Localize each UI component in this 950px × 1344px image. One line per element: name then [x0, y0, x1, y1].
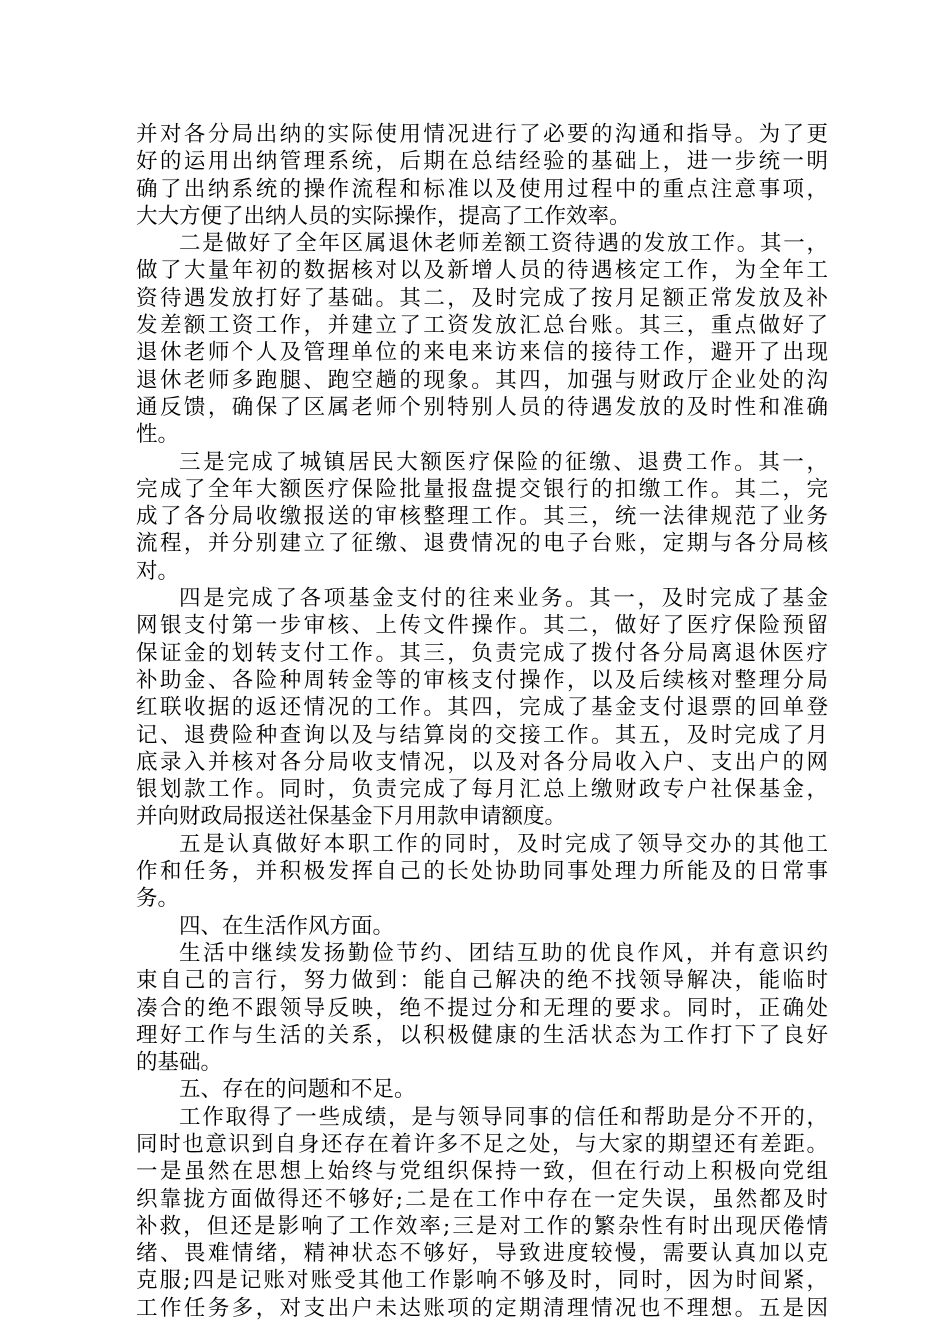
text-line: 五是认真做好本职工作的同时，及时完成了领导交办的其他工 [179, 831, 828, 857]
text-line: 并向财政局报送社保基金下月用款申请额度。 [136, 804, 567, 830]
text-line: 通反馈，确保了区属老师个别特别人员的待遇发放的及时性和准确 [136, 394, 828, 420]
paragraph [136, 121, 828, 230]
text-line: 底录入并核对各分局收支情况，以及对各分局收入户、支出户的网 [136, 749, 828, 775]
text-line: 的基础。 [136, 1050, 223, 1076]
text-line: 工作取得了一些成绩，是与领导同事的信任和帮助是分不开的， [179, 1104, 828, 1130]
text-line: 资待遇发放打好了基础。其二，及时完成了按月足额正常发放及补 [136, 285, 828, 311]
text-line: 银划款工作。同时，负责完成了每月汇总上缴财政专户社保基金， [136, 777, 828, 803]
text-line: 发差额工资工作，并建立了工资发放汇总台账。其三，重点做好了 [136, 313, 828, 339]
text-line: 五、存在的问题和不足。 [179, 1077, 416, 1103]
paragraph [136, 585, 828, 831]
text-line: 理好工作与生活的关系，以积极健康的生活状态为工作打下了良好 [136, 1022, 828, 1048]
text-line: 性。 [136, 422, 180, 448]
text-line: 补助金、各险种周转金等的审核支付操作，以及后续核对整理分局 [136, 667, 828, 693]
text-line: 四、在生活作风方面。 [179, 913, 395, 939]
text-line: 确了出纳系统的操作流程和标准以及使用过程中的重点注意事项， [136, 176, 828, 202]
text-line: 好的运用出纳管理系统，后期在总结经验的基础上，进一步统一明 [136, 149, 828, 175]
text-line: 大大方便了出纳人员的实际操作，提高了工作效率。 [136, 203, 631, 229]
text-line: 同时也意识到自身还存在着许多不足之处，与大家的期望还有差距。 [136, 1131, 828, 1157]
text-line: 补救，但还是影响了工作效率;三是对工作的繁杂性有时出现厌倦情 [136, 1213, 828, 1239]
paragraph [136, 831, 828, 913]
text-line: 工作任务多，对支出户未达账项的定期清理情况也不理想。五是因 [136, 1295, 828, 1321]
text-line: 红联收据的返还情况的工作。其四，完成了基金支付退票的回单登 [136, 695, 828, 721]
paragraph [136, 940, 828, 1076]
text-line: 四是完成了各项基金支付的往来业务。其一，及时完成了基金 [179, 586, 828, 612]
text-line: 做了大量年初的数据核对以及新增人员的待遇核定工作，为全年工 [136, 258, 828, 284]
paragraph [136, 913, 828, 940]
text-line: 成了各分局收缴报送的审核整理工作。其三，统一法律规范了业务 [136, 504, 828, 530]
text-line: 凑合的绝不跟领导反映，绝不提过分和无理的要求。同时，正确处 [136, 995, 828, 1021]
text-line: 织靠拢方面做得还不够好;二是在工作中存在一定失误，虽然都及时 [136, 1186, 828, 1212]
paragraph [136, 1104, 828, 1322]
text-line: 作和任务，并积极发挥自己的长处协助同事处理力所能及的日常事 [136, 859, 828, 885]
text-line: 务。 [136, 886, 180, 912]
text-line: 并对各分局出纳的实际使用情况进行了必要的沟通和指导。为了更 [136, 122, 828, 147]
paragraph [136, 1076, 828, 1103]
text-line: 克服;四是记账对账受其他工作影响不够及时，同时，因为时间紧， [136, 1268, 828, 1294]
text-line: 完成了全年大额医疗保险批量报盘提交银行的扣缴工作。其二，完 [136, 476, 828, 502]
text-line: 绪、畏难情绪，精神状态不够好，导致进度较慢，需要认真加以克 [136, 1241, 828, 1267]
text-line: 一是虽然在思想上始终与党组织保持一致，但在行动上积极向党组 [136, 1159, 828, 1185]
text-line: 流程，并分别建立了征缴、退费情况的电子台账，定期与各分局核 [136, 531, 828, 557]
text-line: 束自己的言行，努力做到：能自己解决的绝不找领导解决，能临时 [136, 968, 828, 994]
text-line: 三是完成了城镇居民大额医疗保险的征缴、退费工作。其一， [179, 449, 828, 475]
text-line: 生活中继续发扬勤俭节约、团结互助的优良作风，并有意识约 [179, 940, 828, 966]
document-body [136, 121, 828, 1322]
text-line: 退休老师个人及管理单位的来电来访来信的接待工作，避开了出现 [136, 340, 828, 366]
text-line: 网银支付第一步审核、上传文件操作。其二，做好了医疗保险预留 [136, 613, 828, 639]
paragraph [136, 230, 828, 448]
text-line: 退休老师多跑腿、跑空趟的现象。其四，加强与财政厅企业处的沟 [136, 367, 828, 393]
text-line: 记、退费险种查询以及与结算岗的交接工作。其五，及时完成了月 [136, 722, 828, 748]
text-line: 二是做好了全年区属退休老师差额工资待遇的发放工作。其一， [179, 231, 828, 257]
paragraph [136, 449, 828, 585]
text-line: 保证金的划转支付工作。其三，负责完成了拨付各分局离退休医疗 [136, 640, 828, 666]
text-line: 对。 [136, 558, 180, 584]
